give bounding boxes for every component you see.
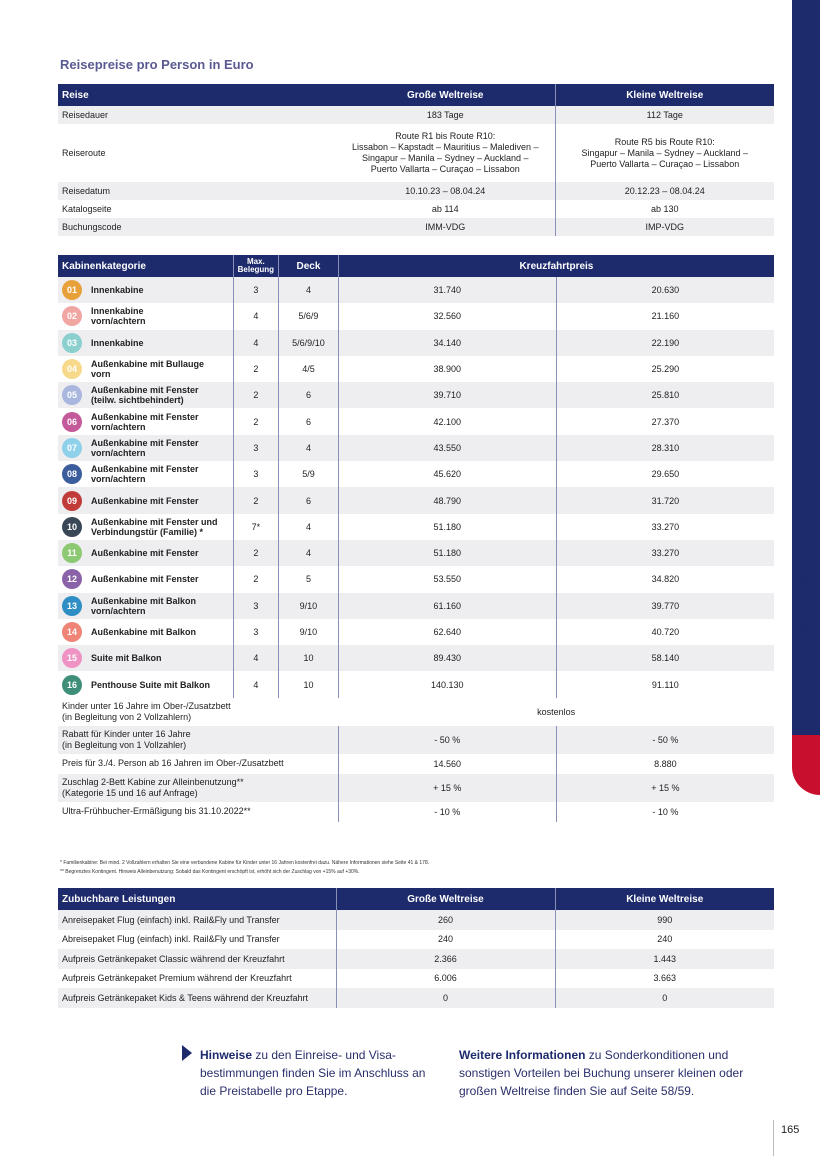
price-kleine: 33.270 (556, 514, 774, 540)
category-badge: 05 (62, 385, 82, 405)
header-grosse-z: Große Weltreise (336, 888, 555, 910)
kabine-cell (58, 303, 233, 329)
table-row (58, 645, 774, 671)
table-row (58, 514, 774, 540)
table-row (58, 182, 774, 200)
leistung-label: Aufpreis Getränkepaket Kids & Teens während der Kreuzfahrt (58, 988, 336, 1008)
kabine-cell (58, 330, 233, 356)
table-row (58, 619, 774, 645)
belegung-cell: 3 (233, 435, 278, 461)
extra-grosse: - 50 % (338, 726, 556, 754)
kabine-cell (58, 566, 233, 592)
cabin-name: Außenkabine mit Bullauge vorn (91, 359, 205, 380)
header-reise: Reise (58, 84, 336, 106)
cabin-name: Außenkabine mit Fenster (91, 574, 199, 585)
table-row (58, 930, 774, 950)
price-grosse: 62.640 (338, 619, 556, 645)
price-grosse: 61.160 (338, 593, 556, 619)
leistung-label: Aufpreis Getränkepaket Classic während der Kreuzfahrt (58, 949, 336, 969)
cabin-name: Außenkabine mit Fenster (91, 548, 199, 559)
extra-row (58, 754, 774, 774)
price-grosse: 51.180 (338, 540, 556, 566)
cabin-name: Außenkabine mit Fenster (teilw. sichtbehindert) (91, 385, 199, 406)
cabin-name: Außenkabine mit Fenster und Verbindungstür (Familie) * (91, 516, 218, 537)
belegung-cell: 4 (233, 330, 278, 356)
sidebar-accent (792, 735, 820, 795)
cabin-name: Außenkabine mit Fenster (91, 495, 199, 506)
table-row (58, 566, 774, 592)
header-kategorie: Kabinenkategorie (58, 255, 233, 277)
weitere-rest: zu Sonderkonditionen und sonstigen Vorteilen bei Buchung unserer kleinen oder großen Weltreise finden Sie auf Seite 58/59. (459, 1048, 744, 1098)
extra-kleine: + 15 % (556, 774, 774, 802)
cell-grosse: 10.10.23 – 08.04.24 (336, 182, 555, 200)
leistung-label: Abreisepaket Flug (einfach) inkl. Rail&Fly und Transfer (62, 934, 280, 945)
table-row (58, 277, 774, 303)
leistung-kleine: 990 (555, 910, 774, 930)
deck-cell: 6 (279, 408, 339, 434)
belegung-cell: 3 (233, 593, 278, 619)
deck-cell: 9/10 (279, 619, 339, 645)
deck-cell: 9/10 (279, 593, 339, 619)
cabin-name: Außenkabine mit Fenster vorn/achtern (91, 464, 199, 485)
hinweise-text (200, 1046, 440, 1100)
extra-grosse: + 15 % (338, 774, 556, 802)
category-badge: 13 (62, 596, 82, 616)
table-row (58, 408, 774, 434)
table-row (58, 218, 774, 236)
price-kleine: 33.270 (556, 540, 774, 566)
header-preis: Kreuzfahrtpreis (338, 255, 774, 277)
category-badge: 06 (62, 412, 82, 432)
belegung-cell: 4 (233, 671, 278, 697)
cell-kleine: 112 Tage (555, 106, 774, 124)
category-badge: 09 (62, 491, 82, 511)
price-grosse: 43.550 (338, 435, 556, 461)
category-badge: 10 (62, 517, 82, 537)
leistung-kleine: 3.663 (555, 969, 774, 989)
kabine-cell (58, 435, 233, 461)
extra-row (58, 726, 774, 754)
deck-cell: 5 (279, 566, 339, 592)
belegung-cell: 4 (233, 303, 278, 329)
deck-cell: 5/9 (279, 461, 339, 487)
price-kleine: 40.720 (556, 619, 774, 645)
deck-cell: 4 (279, 277, 339, 303)
cell-grosse: ab 114 (431, 203, 459, 214)
table-row (58, 106, 774, 124)
table-row (58, 382, 774, 408)
cabin-name: Innenkabine (91, 285, 144, 296)
table-row (58, 969, 774, 989)
price-grosse: 140.130 (338, 671, 556, 697)
category-badge: 12 (62, 569, 82, 589)
deck-cell: 10 (279, 645, 339, 671)
leistung-grosse: 240 (336, 930, 555, 950)
price-kleine: 25.810 (556, 382, 774, 408)
page-divider (773, 1120, 774, 1156)
cabin-name: Innenkabine vorn/achtern (91, 306, 146, 327)
reise-table (58, 84, 774, 236)
cell-kleine: 20.12.23 – 08.04.24 (555, 182, 774, 200)
extra-kleine: - 10 % (556, 802, 774, 822)
leistung-kleine: 0 (555, 988, 774, 1008)
kabine-cell (58, 461, 233, 487)
footnote-2: ** Begrenztes Kontingent. Hinweis Alleinbenutzung: Sobald das Kontingent erschöpft ist, erhöht sich der Zuschlag von +15% auf +30%. (60, 869, 360, 875)
belegung-cell: 2 (233, 408, 278, 434)
belegung-cell: 3 (233, 619, 278, 645)
category-badge: 11 (62, 543, 82, 563)
extra-grosse: 14.560 (338, 754, 556, 774)
extra-row (58, 802, 774, 822)
price-grosse: 51.180 (338, 514, 556, 540)
price-grosse: 31.740 (338, 277, 556, 303)
belegung-cell: 2 (233, 382, 278, 408)
belegung-cell: 4 (233, 645, 278, 671)
price-kleine: 58.140 (556, 645, 774, 671)
price-grosse: 48.790 (338, 487, 556, 513)
cell-kleine: ab 130 (555, 200, 774, 218)
page-number: 165 (781, 1124, 800, 1136)
kabinen-table (58, 255, 774, 822)
category-badge: 08 (62, 464, 82, 484)
footnote-1: * Familienkabine: Bei mind. 2 Vollzahlern erhalten Sie eine verbundene Kabine für Kinder unter 16 Jahren kostenfrei dazu. Nähere Informationen siehe Seite 41 & 178. (60, 860, 430, 866)
header-leistungen: Zubuchbare Leistungen (58, 888, 336, 910)
leistung-kleine: 240 (555, 930, 774, 950)
cabin-name: Innenkabine (91, 337, 144, 348)
deck-cell: 4 (279, 540, 339, 566)
cell-kleine: IMP-VDG (555, 218, 774, 236)
category-badge: 03 (62, 333, 82, 353)
price-kleine: 21.160 (556, 303, 774, 329)
kabine-cell (58, 277, 233, 303)
price-kleine: 29.650 (556, 461, 774, 487)
kabine-cell (58, 593, 233, 619)
deck-cell: 5/6/9/10 (279, 330, 339, 356)
deck-cell: 5/6/9 (279, 303, 339, 329)
table-row (58, 910, 774, 930)
row-label: Reiseroute (62, 148, 106, 158)
chevron-right-icon (182, 1045, 192, 1061)
row-label: Katalogseite (62, 204, 112, 214)
belegung-cell: 2 (233, 356, 278, 382)
price-kleine: 20.630 (556, 277, 774, 303)
header-kleine-z: Kleine Weltreise (555, 888, 774, 910)
table-row (58, 200, 774, 218)
price-grosse: 39.710 (338, 382, 556, 408)
category-badge: 14 (62, 622, 82, 642)
header-belegung: Max. Belegung (233, 255, 278, 277)
category-badge: 01 (62, 280, 82, 300)
header-grosse: Große Weltreise (336, 84, 555, 106)
kabine-cell (58, 408, 233, 434)
extra-label: Kinder unter 16 Jahre im Ober-/Zusatzbett (in Begleitung von 2 Vollzahlern) (62, 700, 231, 722)
cabin-name: Außenkabine mit Balkon vorn/achtern (91, 595, 197, 616)
kabine-cell (58, 540, 233, 566)
cabin-name: Suite mit Balkon (91, 653, 162, 664)
table-row (58, 461, 774, 487)
row-label: Buchungscode (58, 218, 336, 236)
price-kleine: 28.310 (556, 435, 774, 461)
kabine-cell (58, 645, 233, 671)
belegung-cell: 2 (233, 487, 278, 513)
page-title: Reisepreise pro Person in Euro (60, 57, 254, 72)
leistung-kleine: 1.443 (555, 949, 774, 969)
category-badge: 04 (62, 359, 82, 379)
extra-kleine: - 50 % (556, 726, 774, 754)
cell-kleine: Route R5 bis Route R10: Singapur – Manila – Sydney – Auckland – Puerto Vallarta – Curaçao – Lissabon (555, 124, 774, 182)
price-grosse: 45.620 (338, 461, 556, 487)
table-row (58, 435, 774, 461)
extra-row (58, 698, 774, 726)
table-row (58, 487, 774, 513)
zubuch-table (58, 888, 774, 1008)
table-row (58, 356, 774, 382)
table-row (58, 303, 774, 329)
leistung-label: Anreisepaket Flug (einfach) inkl. Rail&Fly und Transfer (58, 910, 336, 930)
leistung-grosse: 260 (336, 910, 555, 930)
price-grosse: 89.430 (338, 645, 556, 671)
table-row (58, 671, 774, 697)
kabine-cell (58, 671, 233, 697)
deck-cell: 4 (279, 435, 339, 461)
cell-grosse: Route R1 bis Route R10: Lissabon – Kapstadt – Mauritius – Malediven – Singapur – Manila – Sydney – Auckland – Puerto Vallarta – Curaçao – Lissabon (351, 131, 539, 174)
kabine-cell (58, 514, 233, 540)
price-grosse: 34.140 (338, 330, 556, 356)
deck-cell: 10 (279, 671, 339, 697)
cell-grosse: IMM-VDG (336, 218, 555, 236)
price-kleine: 27.370 (556, 408, 774, 434)
extra-kleine: 8.880 (556, 754, 774, 774)
kabine-cell (58, 382, 233, 408)
category-badge: 07 (62, 438, 82, 458)
belegung-cell: 2 (233, 540, 278, 566)
belegung-cell: 3 (233, 277, 278, 303)
price-grosse: 32.560 (338, 303, 556, 329)
table-row (58, 593, 774, 619)
category-badge: 15 (62, 648, 82, 668)
hinweise-bold: Hinweise (200, 1048, 253, 1062)
table-row (58, 988, 774, 1008)
table-row (58, 330, 774, 356)
belegung-cell: 3 (233, 461, 278, 487)
cabin-name: Penthouse Suite mit Balkon (91, 679, 211, 690)
extra-label: Rabatt für Kinder unter 16 Jahre (in Begleitung von 1 Vollzahler) (58, 726, 338, 754)
row-label: Reisedatum (58, 182, 336, 200)
table-row (58, 949, 774, 969)
cabin-name: Außenkabine mit Balkon (91, 627, 197, 637)
leistung-grosse: 6.006 (336, 969, 555, 989)
leistung-grosse: 2.366 (336, 949, 555, 969)
cell-grosse: 183 Tage (336, 106, 555, 124)
table-row (58, 540, 774, 566)
row-label: Reisedauer (58, 106, 336, 124)
price-kleine: 91.110 (556, 671, 774, 697)
kabine-cell (58, 487, 233, 513)
kabine-cell (58, 619, 233, 645)
extra-label: Preis für 3./4. Person ab 16 Jahren im Ober-/Zusatzbett (62, 758, 284, 769)
category-badge: 16 (62, 675, 82, 695)
price-kleine: 25.290 (556, 356, 774, 382)
extra-grosse: - 10 % (338, 802, 556, 822)
leistung-label: Aufpreis Getränkepaket Premium während der Kreuzfahrt (62, 973, 292, 984)
header-deck: Deck (279, 255, 339, 277)
cabin-name: Außenkabine mit Fenster vorn/achtern (91, 411, 199, 432)
price-kleine: 34.820 (556, 566, 774, 592)
hinweise-rest: zu den Einreise- und Visa-bestimmungen finden Sie im Anschluss an die Preistabelle pro Etappe. (200, 1048, 426, 1098)
kabine-cell (58, 356, 233, 382)
price-kleine: 22.190 (556, 330, 774, 356)
price-grosse: 53.550 (338, 566, 556, 592)
extra-label: Ultra-Frühbucher-Ermäßigung bis 31.10.2022** (62, 806, 251, 817)
price-grosse: 42.100 (338, 408, 556, 434)
deck-cell: 6 (279, 487, 339, 513)
price-grosse: 38.900 (338, 356, 556, 382)
price-kleine: 31.720 (556, 487, 774, 513)
extra-row (58, 774, 774, 802)
belegung-cell: 7* (233, 514, 278, 540)
header-kleine: Kleine Weltreise (555, 84, 774, 106)
deck-cell: 4 (279, 514, 339, 540)
deck-cell: 4/5 (279, 356, 339, 382)
cabin-name: Außenkabine mit Fenster vorn/achtern (91, 437, 199, 458)
leistung-grosse: 0 (336, 988, 555, 1008)
weitere-bold: Weitere Informationen (459, 1048, 586, 1062)
category-badge: 02 (62, 306, 82, 326)
extra-merged: kostenlos (537, 706, 576, 717)
table-row (58, 124, 774, 182)
weitere-info-text (459, 1046, 769, 1100)
belegung-cell: 2 (233, 566, 278, 592)
side-label: Große und kleine Weltreise (800, 551, 812, 693)
extra-label: Zuschlag 2-Bett Kabine zur Alleinbenutzung** (Kategorie 15 und 16 auf Anfrage) (58, 774, 338, 802)
price-kleine: 39.770 (556, 593, 774, 619)
deck-cell: 6 (279, 382, 339, 408)
